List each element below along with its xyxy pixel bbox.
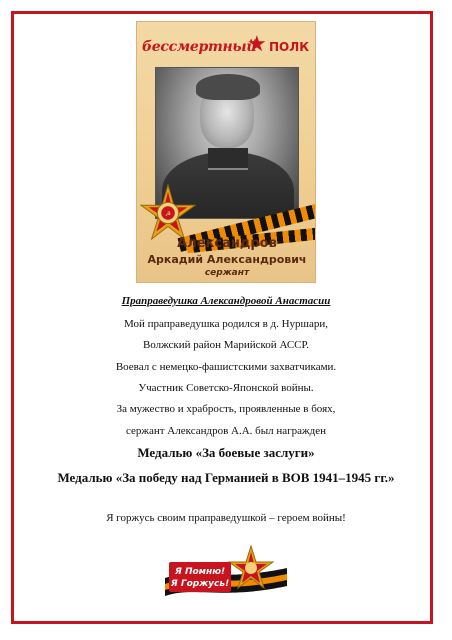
- bio-line-5: За мужество и храбрость, проявленные в боях,: [116, 403, 336, 415]
- i-remember-i-am-proud-logo: [163, 544, 289, 602]
- medal-line-1: Медалью «За боевые заслуги»: [137, 445, 315, 460]
- brand-banner: [137, 31, 316, 66]
- bio-line-6: сержант Александров А.А. был награжден: [125, 425, 327, 437]
- red-star-icon: ★: [247, 31, 267, 56]
- brand-left-text: бессмертный: [142, 39, 257, 55]
- soldier-rank: сержант: [204, 268, 250, 278]
- medal-line-2: Медалью «За победу над Германией в ВОВ 1941–1945 гг.»: [57, 470, 395, 485]
- portrait-collar: [208, 148, 248, 170]
- logo-line-2: Я Горжусь!: [170, 579, 230, 589]
- logo-line-1: Я Помню!: [174, 567, 226, 577]
- bio-line-1: Мой праправедушка родился в д. Нуршари,: [123, 318, 329, 330]
- bio-line-4: Участник Советско-Японской войны.: [138, 382, 314, 394]
- portrait-hair: [196, 74, 260, 100]
- immortal-regiment-poster: [136, 21, 316, 283]
- closing-line: Я горжусь своим праправедушкой – героем войны!: [106, 512, 346, 524]
- bio-line-3: Воевал с немецко-фашистскими захватчиками.: [115, 361, 337, 373]
- soldier-surname: Александров: [177, 236, 277, 251]
- order-of-patriotic-war-icon: [139, 184, 197, 242]
- svg-text:☭: ☭: [164, 209, 172, 218]
- soldier-given-names: Аркадий Александрович: [147, 253, 307, 266]
- bio-line-2: Волжский район Марийской АССР.: [142, 339, 310, 351]
- dedication-heading: Праправедушка Александровой Анастасии: [121, 295, 331, 307]
- brand-right-text: ПОЛК: [269, 40, 310, 54]
